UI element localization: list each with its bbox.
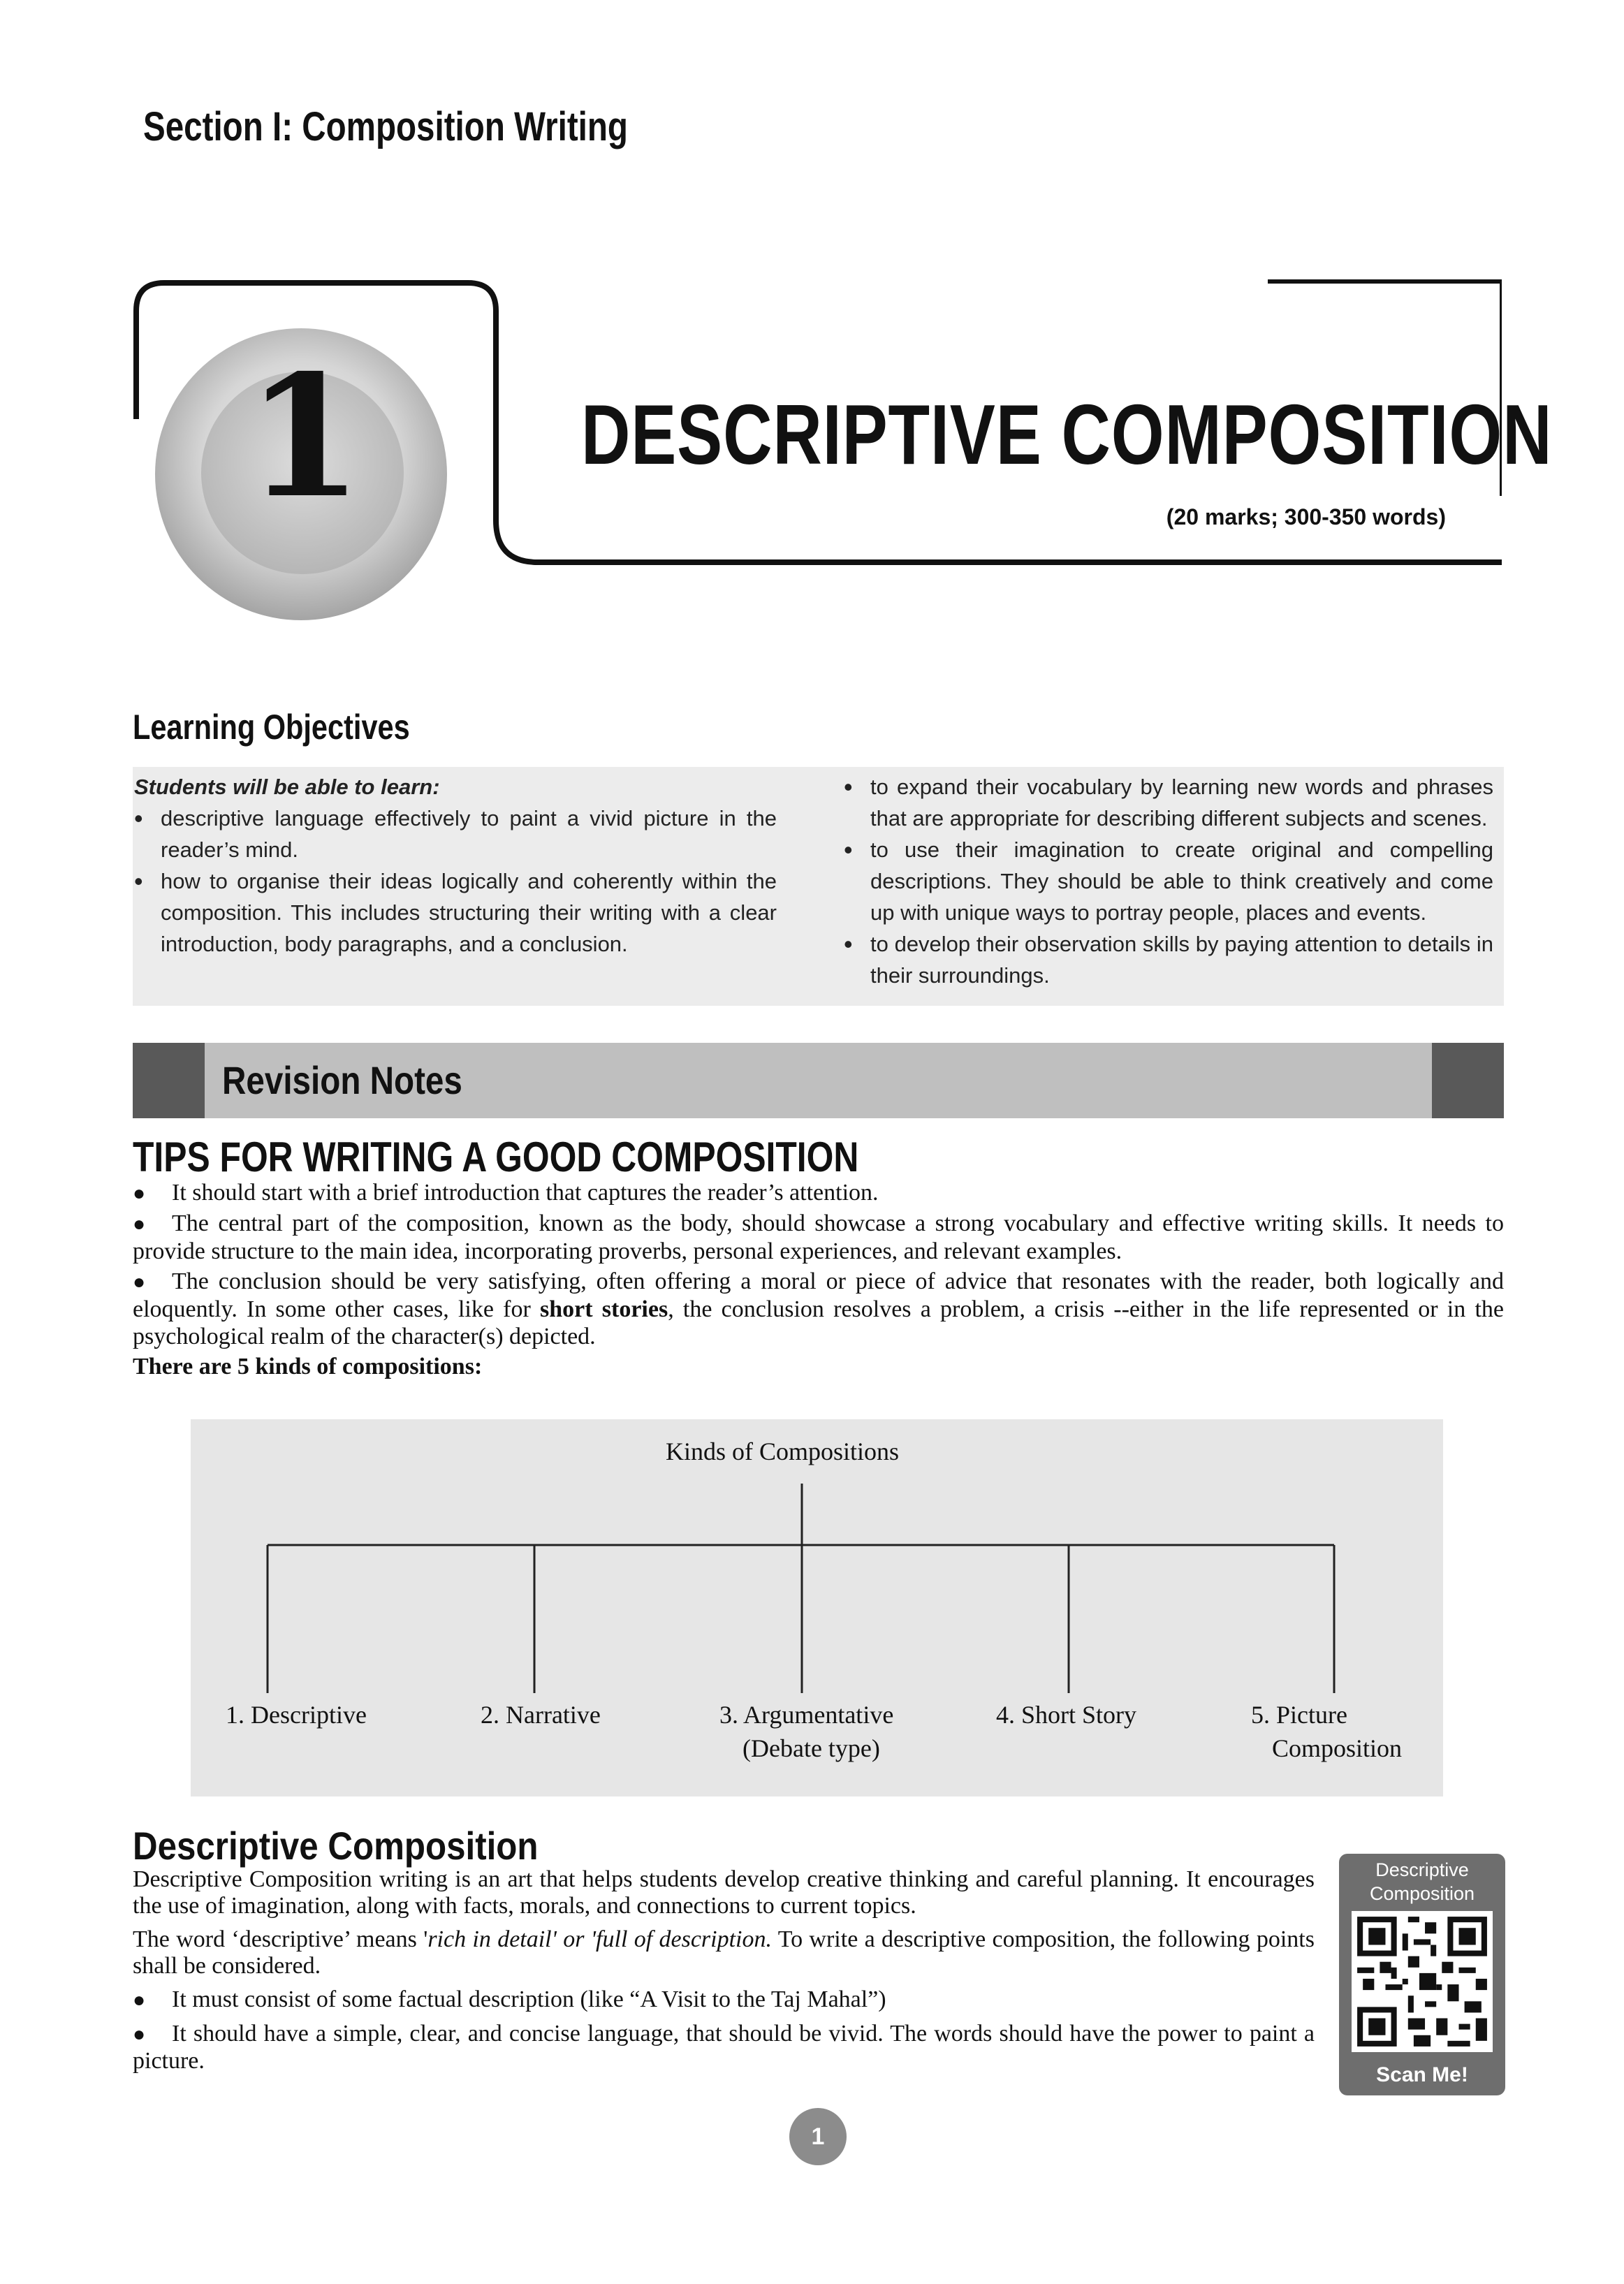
objective-item: • how to organise their ideas logically and coherently within the composition. This includes structuring their writing with a clear introduction, body paragraphs, and a conclusion.	[134, 865, 777, 960]
short-stories-emphasis: short stories	[540, 1296, 668, 1322]
tips-heading: TIPS FOR WRITING A GOOD COMPOSITION	[133, 1134, 859, 1180]
revision-notes-bar-right-accent	[1432, 1043, 1504, 1118]
bullet-icon: ●	[133, 1213, 146, 1236]
diagram-kind-label: 4. Short Story	[996, 1701, 1137, 1729]
kinds-lead: There are 5 kinds of compositions:	[133, 1354, 483, 1379]
diagram-kind-sublabel: (Debate type)	[742, 1734, 880, 1762]
objective-item: • descriptive language effectively to paint a vivid picture in the reader’s mind.	[134, 803, 777, 865]
bullet-icon: ●	[133, 2023, 146, 2046]
descriptive-composition-body	[133, 1866, 1315, 2081]
diagram-kind-label: 5. Picture	[1251, 1701, 1347, 1729]
learning-objectives-heading: Learning Objectives	[133, 708, 410, 747]
learning-objectives-left-column	[134, 771, 777, 960]
qr-code-icon[interactable]	[1352, 1911, 1493, 2052]
section-title: Section I: Composition Writing	[143, 104, 628, 149]
diagram-root-label: Kinds of Compositions	[666, 1437, 900, 1465]
objective-item: • to use their imagination to create original and compelling descriptions. They should be able to think creatively and come up with unique ways to portray people, places and events.	[844, 834, 1493, 928]
diagram-kind-label: 3. Argumentative	[719, 1701, 894, 1729]
tip-point: ● It should start with a brief introduction that captures the reader’s attention.	[133, 1180, 879, 1206]
bullet-icon: ●	[133, 1989, 146, 2012]
revision-notes-bar-left-accent	[133, 1043, 205, 1118]
learning-objectives-right-column	[844, 771, 1493, 991]
qr-card-title: Descriptive Composition	[1369, 1859, 1475, 1904]
diagram-kind-label: 2. Narrative	[481, 1701, 601, 1729]
qr-scan-label: Scan Me!	[1376, 2063, 1468, 2086]
tip-point: ● The central part of the composition, known as the body, should showcase a strong vocabulary and effective writing skills. It needs to provide structure to the main idea, incorporating proverbs, personal experiences, and relevant examples.	[133, 1210, 1504, 1264]
bullet-icon: ●	[133, 1271, 146, 1294]
descriptive-point: ● It must consist of some factual description (like “A Visit to the Taj Mahal”)	[133, 1986, 886, 2012]
page-number: 1	[789, 2108, 847, 2165]
chapter-title: DESCRIPTIVE COMPOSITION	[581, 387, 1553, 482]
objective-item: • to develop their observation skills by paying attention to details in their surroundings.	[844, 928, 1493, 991]
tip-point: ● The conclusion should be very satisfying, often offering a moral or piece of advice that resonates with the reader, both logically and eloquently. In some other cases, like for short stories, the conclusion resolves a problem, a crisis --either in the life represented or in the psychological realm of the character(s) depicted.	[133, 1268, 1504, 1349]
bullet-icon: ●	[133, 1182, 146, 1205]
diagram-kind-sublabel: Composition	[1272, 1734, 1403, 1762]
learning-objectives-lead: Students will be able to learn:	[134, 775, 440, 799]
kinds-of-compositions-diagram	[191, 1419, 1443, 1796]
descriptive-point: ● It should have a simple, clear, and concise language, that should be vivid. The words should have the power to paint a picture.	[133, 2021, 1315, 2074]
descriptive-paragraph: The word ‘descriptive’ means 'rich in detail' or 'full of description. To write a descriptive composition, the following points shall be considered.	[133, 1926, 1315, 1979]
diagram-kind-label: 1. Descriptive	[226, 1701, 367, 1729]
chapter-number: 1	[246, 338, 363, 535]
chapter-marks: (20 marks; 300-350 words)	[1166, 504, 1446, 529]
tips-body	[133, 1179, 1504, 1383]
objective-item: • to expand their vocabulary by learning new words and phrases that are appropriate for describing different subjects and scenes.	[844, 771, 1493, 834]
descriptive-composition-heading: Descriptive Composition	[133, 1824, 539, 1868]
revision-notes-title: Revision Notes	[222, 1058, 462, 1102]
descriptive-paragraph: Descriptive Composition writing is an art that helps students develop creative thinking and careful planning. It encourages the use of imagination, along with facts, morals, and connections to current topics.	[133, 1866, 1315, 1919]
